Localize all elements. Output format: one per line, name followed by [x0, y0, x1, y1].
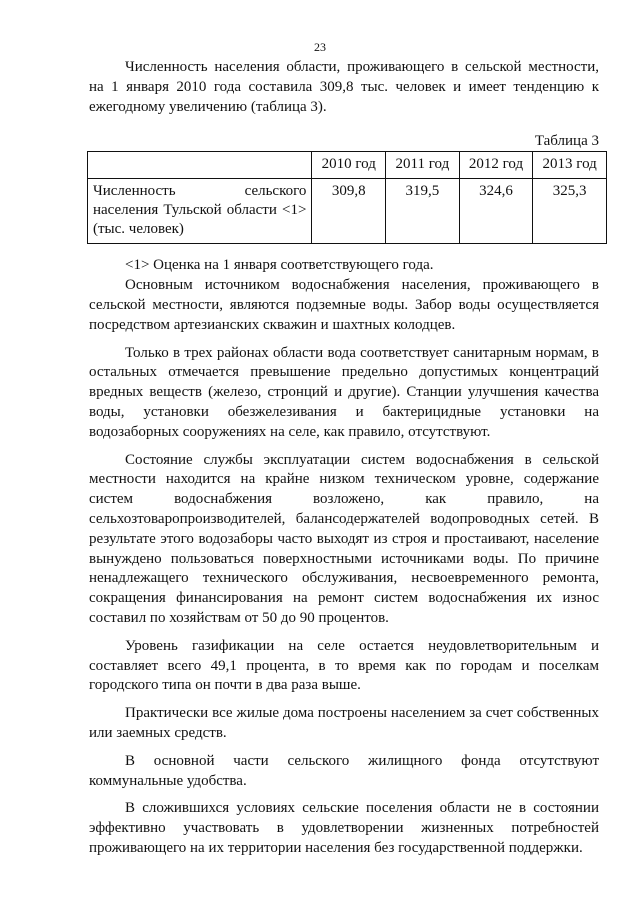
table-value-2010: 309,8: [312, 179, 386, 244]
table-header-2012: 2012 год: [459, 152, 533, 179]
table-header-row: [88, 152, 607, 179]
table-value-2012: 324,6: [459, 179, 533, 244]
paragraph-water-source: Основным источником водоснабжения населения, проживающего в сельской местности, являются подземные воды. Забор воды осуществляется посредством артезианских скважин и шахтных колодцев.: [89, 277, 599, 333]
table-value-2011: 319,5: [386, 179, 460, 244]
table-row-label: Численность сельского населения Тульской области <1> (тыс. человек): [88, 179, 312, 244]
intro-paragraph: Численность населения области, проживающего в сельской местности, на 1 января 2010 года составила 309,8 тыс. человек и имеет тенденцию к ежегодному увеличению (таблица 3).: [89, 59, 599, 115]
document-body: [89, 58, 599, 859]
paragraph-water-quality: Только в трех районах области вода соответствует санитарным нормам, в остальных отмечается превышение предельно допустимых концентраций вредных веществ (железо, стронций и другие). Станции улучшения качества воды, установки обезжелезивания и бактерицидные установки на водозаборных сооружениях на селе, как правило, отсутствуют.: [89, 344, 599, 440]
paragraph-service-state: Состояние службы эксплуатации систем водоснабжения в сельской местности находится на крайне низком техническом уровне, содержание систем водоснабжения возложено, как правило, на сельхозтоваропроизводителей, балансодержателей водопроводных сетей. В результате этого водозаборы часто выходят из строя и простаивают, население вынуждено пользоваться поверхностными источниками воды. По причине ненадлежащего технического обслуживания, несвоевременного ремонта, сокращения финансирования на ремонт систем водоснабжения их износ составил по хозяйствам от 50 до 90 процентов.: [89, 451, 599, 626]
table-value-2013: 325,3: [533, 179, 607, 244]
population-table: [87, 151, 607, 244]
table-header-2011: 2011 год: [386, 152, 460, 179]
table-header-2010: 2010 год: [312, 152, 386, 179]
page-number: 23: [314, 40, 326, 54]
table-empty-corner: [88, 152, 312, 179]
paragraph-state-support: В сложившихся условиях сельские поселения области не в состоянии эффективно участвовать в удовлетворении жизненных потребностей проживающего на их территории населения без государственной поддержки.: [89, 800, 599, 856]
table-footnote: <1> Оценка на 1 января соответствующего года.: [125, 257, 434, 274]
table-row: [88, 179, 607, 244]
paragraph-gasification: Уровень газификации на селе остается неудовлетворительным и составляет всего 49,1 процента, в то время как по городам и поселкам городского типа он почти в два раза выше.: [89, 637, 599, 694]
paragraph-utilities: В основной части сельского жилищного фонда отсутствуют коммунальные удобства.: [89, 752, 599, 789]
table-caption: Таблица 3: [534, 133, 599, 150]
paragraph-housing: Практически все жилые дома построены населением за счет собственных или заемных средств.: [89, 705, 599, 741]
table-header-2013: 2013 год: [533, 152, 607, 179]
